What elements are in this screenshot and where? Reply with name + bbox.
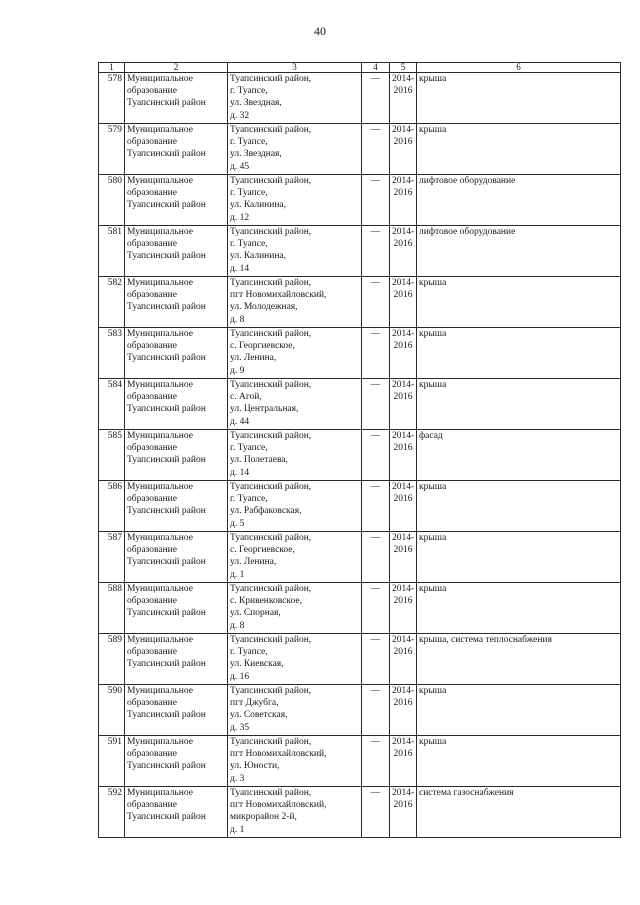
address-line: Туапсинский район, <box>230 74 312 84</box>
table-row <box>99 277 621 328</box>
address-line: д. 14 <box>230 263 250 274</box>
column-4-value: — <box>362 379 390 430</box>
address-line: Туапсинский район, <box>230 686 312 696</box>
period-cell <box>390 124 417 175</box>
address-line: микрорайон 2-й, <box>230 812 297 823</box>
address-line: д. 45 <box>230 161 250 172</box>
period-cell <box>390 787 417 838</box>
municipality-line: Муниципальное <box>127 431 193 441</box>
address-line: ул. Звездная, <box>230 98 282 109</box>
municipality-cell <box>125 379 228 430</box>
row-number: 578 <box>99 73 125 124</box>
municipality-line: образование <box>127 698 177 709</box>
period-line: 2016 <box>393 749 413 760</box>
municipality-cell <box>125 328 228 379</box>
period-line: 2016 <box>393 800 413 811</box>
period-line: 2014- <box>392 329 415 339</box>
address-cell <box>228 583 362 634</box>
column-4-value: — <box>362 73 390 124</box>
table-row <box>99 736 621 787</box>
work-type: крыша <box>417 685 621 736</box>
address-line: д. 32 <box>230 110 250 121</box>
period-line: 2014- <box>392 584 415 594</box>
address-cell <box>228 736 362 787</box>
address-line: Туапсинский район, <box>230 125 312 135</box>
period-line: 2014- <box>392 788 415 798</box>
address-line: д. 1 <box>230 569 245 580</box>
municipality-line: Муниципальное <box>127 227 193 237</box>
column-4-value: — <box>362 124 390 175</box>
period-line: 2014- <box>392 686 415 696</box>
address-line: ул. Советская, <box>230 710 288 721</box>
municipality-line: образование <box>127 494 177 505</box>
address-cell <box>228 328 362 379</box>
address-cell <box>228 787 362 838</box>
address-line: г. Туапсе, <box>230 494 268 505</box>
municipality-line: Туапсинский район <box>127 506 206 517</box>
address-line: ул. Рабфаковская, <box>230 506 302 517</box>
address-line: Туапсинский район, <box>230 737 312 747</box>
municipality-line: образование <box>127 800 177 811</box>
municipality-line: Туапсинский район <box>127 302 206 313</box>
period-line: 2016 <box>393 443 413 454</box>
period-line: 2016 <box>393 494 413 505</box>
municipality-cell <box>125 73 228 124</box>
period-cell <box>390 736 417 787</box>
period-cell <box>390 175 417 226</box>
municipality-line: образование <box>127 749 177 760</box>
column-4-value: — <box>362 430 390 481</box>
address-cell <box>228 124 362 175</box>
municipality-cell <box>125 583 228 634</box>
column-header: 1 <box>99 63 125 73</box>
column-header: 4 <box>362 63 390 73</box>
address-line: ул. Ленина, <box>230 557 277 568</box>
table-row <box>99 685 621 736</box>
table-row <box>99 73 621 124</box>
work-type: крыша <box>417 124 621 175</box>
period-cell <box>390 583 417 634</box>
period-line: 2014- <box>392 431 415 441</box>
address-line: пгт Джубга, <box>230 698 279 709</box>
municipality-line: Туапсинский район <box>127 761 206 772</box>
table-row <box>99 175 621 226</box>
period-line: 2016 <box>393 86 413 97</box>
period-line: 2016 <box>393 188 413 199</box>
column-4-value: — <box>362 328 390 379</box>
municipality-line: Туапсинский район <box>127 98 206 109</box>
municipality-line: Туапсинский район <box>127 710 206 721</box>
municipality-line: Муниципальное <box>127 686 193 696</box>
municipality-line: Туапсинский район <box>127 200 206 211</box>
column-4-value: — <box>362 481 390 532</box>
work-type: лифтовое оборудование <box>417 175 621 226</box>
municipality-line: образование <box>127 596 177 607</box>
work-type: крыша <box>417 73 621 124</box>
address-cell <box>228 532 362 583</box>
municipality-line: Муниципальное <box>127 329 193 339</box>
municipality-line: образование <box>127 290 177 301</box>
column-header: 6 <box>417 63 621 73</box>
municipality-line: Туапсинский район <box>127 659 206 670</box>
municipality-line: Туапсинский район <box>127 353 206 364</box>
table-row <box>99 634 621 685</box>
work-type: крыша, система теплоснабжения <box>417 634 621 685</box>
address-line: ул. Полетаева, <box>230 455 288 466</box>
table-row <box>99 124 621 175</box>
address-line: пгт Новомихайловский, <box>230 749 327 760</box>
row-number: 584 <box>99 379 125 430</box>
address-line: Туапсинский район, <box>230 176 312 186</box>
municipality-line: образование <box>127 545 177 556</box>
period-line: 2014- <box>392 227 415 237</box>
address-line: пгт Новомихайловский, <box>230 800 327 811</box>
municipality-line: Муниципальное <box>127 125 193 135</box>
period-line: 2016 <box>393 239 413 250</box>
municipality-line: Туапсинский район <box>127 455 206 466</box>
column-header: 3 <box>228 63 362 73</box>
address-line: д. 1 <box>230 824 245 835</box>
address-cell <box>228 175 362 226</box>
work-type: крыша <box>417 379 621 430</box>
address-line: ул. Калинина, <box>230 251 287 262</box>
municipality-line: Муниципальное <box>127 533 193 543</box>
municipality-cell <box>125 277 228 328</box>
row-number: 583 <box>99 328 125 379</box>
period-line: 2014- <box>392 74 415 84</box>
table-row <box>99 583 621 634</box>
municipality-line: Муниципальное <box>127 482 193 492</box>
address-line: д. 44 <box>230 416 250 427</box>
municipality-line: образование <box>127 392 177 403</box>
municipality-cell <box>125 175 228 226</box>
address-cell <box>228 481 362 532</box>
row-number: 592 <box>99 787 125 838</box>
period-line: 2014- <box>392 278 415 288</box>
period-line: 2016 <box>393 647 413 658</box>
column-4-value: — <box>362 634 390 685</box>
address-line: с. Георгиевское, <box>230 545 295 556</box>
period-line: 2016 <box>393 392 413 403</box>
municipality-cell <box>125 634 228 685</box>
address-line: д. 8 <box>230 314 245 325</box>
row-number: 590 <box>99 685 125 736</box>
period-cell <box>390 634 417 685</box>
column-header: 2 <box>125 63 228 73</box>
column-header: 5 <box>390 63 417 73</box>
address-line: Туапсинский район, <box>230 584 312 594</box>
registry-table <box>98 62 621 838</box>
period-line: 2016 <box>393 545 413 556</box>
work-type: крыша <box>417 583 621 634</box>
period-line: 2014- <box>392 380 415 390</box>
address-line: г. Туапсе, <box>230 137 268 148</box>
row-number: 580 <box>99 175 125 226</box>
address-cell <box>228 379 362 430</box>
work-type: крыша <box>417 277 621 328</box>
row-number: 582 <box>99 277 125 328</box>
municipality-line: образование <box>127 647 177 658</box>
row-number: 579 <box>99 124 125 175</box>
work-type: система газоснабжения <box>417 787 621 838</box>
address-line: с. Кривенковское, <box>230 596 302 607</box>
municipality-line: Муниципальное <box>127 635 193 645</box>
row-number: 586 <box>99 481 125 532</box>
address-line: д. 14 <box>230 467 250 478</box>
period-cell <box>390 379 417 430</box>
municipality-line: образование <box>127 341 177 352</box>
municipality-cell <box>125 532 228 583</box>
address-line: ул. Киевская, <box>230 659 284 670</box>
table-row <box>99 481 621 532</box>
period-cell <box>390 328 417 379</box>
column-4-value: — <box>362 787 390 838</box>
period-line: 2014- <box>392 533 415 543</box>
address-line: Туапсинский район, <box>230 482 312 492</box>
address-line: г. Туапсе, <box>230 443 268 454</box>
address-line: г. Туапсе, <box>230 188 268 199</box>
municipality-line: Туапсинский район <box>127 608 206 619</box>
address-line: ул. Звездная, <box>230 149 282 160</box>
municipality-line: Муниципальное <box>127 176 193 186</box>
row-number: 587 <box>99 532 125 583</box>
period-cell <box>390 277 417 328</box>
address-line: Туапсинский район, <box>230 380 312 390</box>
row-number: 585 <box>99 430 125 481</box>
address-cell <box>228 634 362 685</box>
work-type: крыша <box>417 481 621 532</box>
address-line: с. Агой, <box>230 392 262 403</box>
municipality-line: Туапсинский район <box>127 251 206 262</box>
table-row <box>99 787 621 838</box>
municipality-cell <box>125 481 228 532</box>
period-line: 2016 <box>393 341 413 352</box>
address-line: г. Туапсе, <box>230 647 268 658</box>
municipality-cell <box>125 736 228 787</box>
municipality-cell <box>125 430 228 481</box>
period-line: 2016 <box>393 137 413 148</box>
address-line: ул. Спорная, <box>230 608 281 619</box>
address-line: Туапсинский район, <box>230 788 312 798</box>
column-4-value: — <box>362 583 390 634</box>
period-line: 2014- <box>392 737 415 747</box>
address-line: г. Туапсе, <box>230 239 268 250</box>
address-cell <box>228 226 362 277</box>
address-line: ул. Молодежная, <box>230 302 298 313</box>
period-cell <box>390 685 417 736</box>
address-line: д. 9 <box>230 365 245 376</box>
municipality-line: Муниципальное <box>127 788 193 798</box>
address-line: Туапсинский район, <box>230 227 312 237</box>
table-row <box>99 328 621 379</box>
work-type: фасад <box>417 430 621 481</box>
address-line: пгт Новомихайловский, <box>230 290 327 301</box>
period-cell <box>390 430 417 481</box>
period-cell <box>390 481 417 532</box>
row-number: 581 <box>99 226 125 277</box>
address-cell <box>228 277 362 328</box>
municipality-line: Туапсинский район <box>127 404 206 415</box>
period-line: 2016 <box>393 596 413 607</box>
address-line: Туапсинский район, <box>230 533 312 543</box>
period-cell <box>390 226 417 277</box>
municipality-line: Муниципальное <box>127 584 193 594</box>
municipality-cell <box>125 787 228 838</box>
municipality-line: Муниципальное <box>127 737 193 747</box>
municipality-line: Туапсинский район <box>127 149 206 160</box>
address-line: ул. Юности, <box>230 761 280 772</box>
work-type: лифтовое оборудование <box>417 226 621 277</box>
page-number: 40 <box>314 24 326 38</box>
address-line: д. 8 <box>230 620 245 631</box>
address-line: ул. Центральная, <box>230 404 299 415</box>
municipality-line: образование <box>127 137 177 148</box>
period-cell <box>390 532 417 583</box>
address-cell <box>228 430 362 481</box>
municipality-cell <box>125 226 228 277</box>
municipality-line: образование <box>127 443 177 454</box>
row-number: 589 <box>99 634 125 685</box>
municipality-line: Муниципальное <box>127 380 193 390</box>
address-cell <box>228 685 362 736</box>
municipality-line: Муниципальное <box>127 278 193 288</box>
column-4-value: — <box>362 532 390 583</box>
column-4-value: — <box>362 736 390 787</box>
period-line: 2016 <box>393 290 413 301</box>
municipality-cell <box>125 124 228 175</box>
municipality-line: Туапсинский район <box>127 557 206 568</box>
table-row <box>99 226 621 277</box>
table-row <box>99 379 621 430</box>
address-line: ул. Калинина, <box>230 200 287 211</box>
address-line: Туапсинский район, <box>230 278 312 288</box>
municipality-line: образование <box>127 86 177 97</box>
address-line: д. 12 <box>230 212 250 223</box>
address-line: д. 3 <box>230 773 245 784</box>
address-line: г. Туапсе, <box>230 86 268 97</box>
work-type: крыша <box>417 736 621 787</box>
work-type: крыша <box>417 328 621 379</box>
table-row <box>99 532 621 583</box>
period-line: 2016 <box>393 698 413 709</box>
period-cell <box>390 73 417 124</box>
municipality-cell <box>125 685 228 736</box>
period-line: 2014- <box>392 125 415 135</box>
address-line: д. 35 <box>230 722 250 733</box>
column-4-value: — <box>362 226 390 277</box>
address-line: с. Георгиевское, <box>230 341 295 352</box>
header-row <box>99 63 621 73</box>
period-line: 2014- <box>392 482 415 492</box>
row-number: 591 <box>99 736 125 787</box>
municipality-line: Туапсинский район <box>127 812 206 823</box>
address-line: Туапсинский район, <box>230 431 312 441</box>
address-cell <box>228 73 362 124</box>
work-type: крыша <box>417 532 621 583</box>
period-line: 2014- <box>392 176 415 186</box>
municipality-line: образование <box>127 239 177 250</box>
address-line: Туапсинский район, <box>230 329 312 339</box>
address-line: д. 5 <box>230 518 245 529</box>
row-number: 588 <box>99 583 125 634</box>
municipality-line: Муниципальное <box>127 74 193 84</box>
municipality-line: образование <box>127 188 177 199</box>
column-4-value: — <box>362 685 390 736</box>
table-body <box>99 73 621 838</box>
address-line: ул. Ленина, <box>230 353 277 364</box>
table-row <box>99 430 621 481</box>
address-line: Туапсинский район, <box>230 635 312 645</box>
address-line: д. 16 <box>230 671 250 682</box>
column-4-value: — <box>362 175 390 226</box>
column-4-value: — <box>362 277 390 328</box>
period-line: 2014- <box>392 635 415 645</box>
